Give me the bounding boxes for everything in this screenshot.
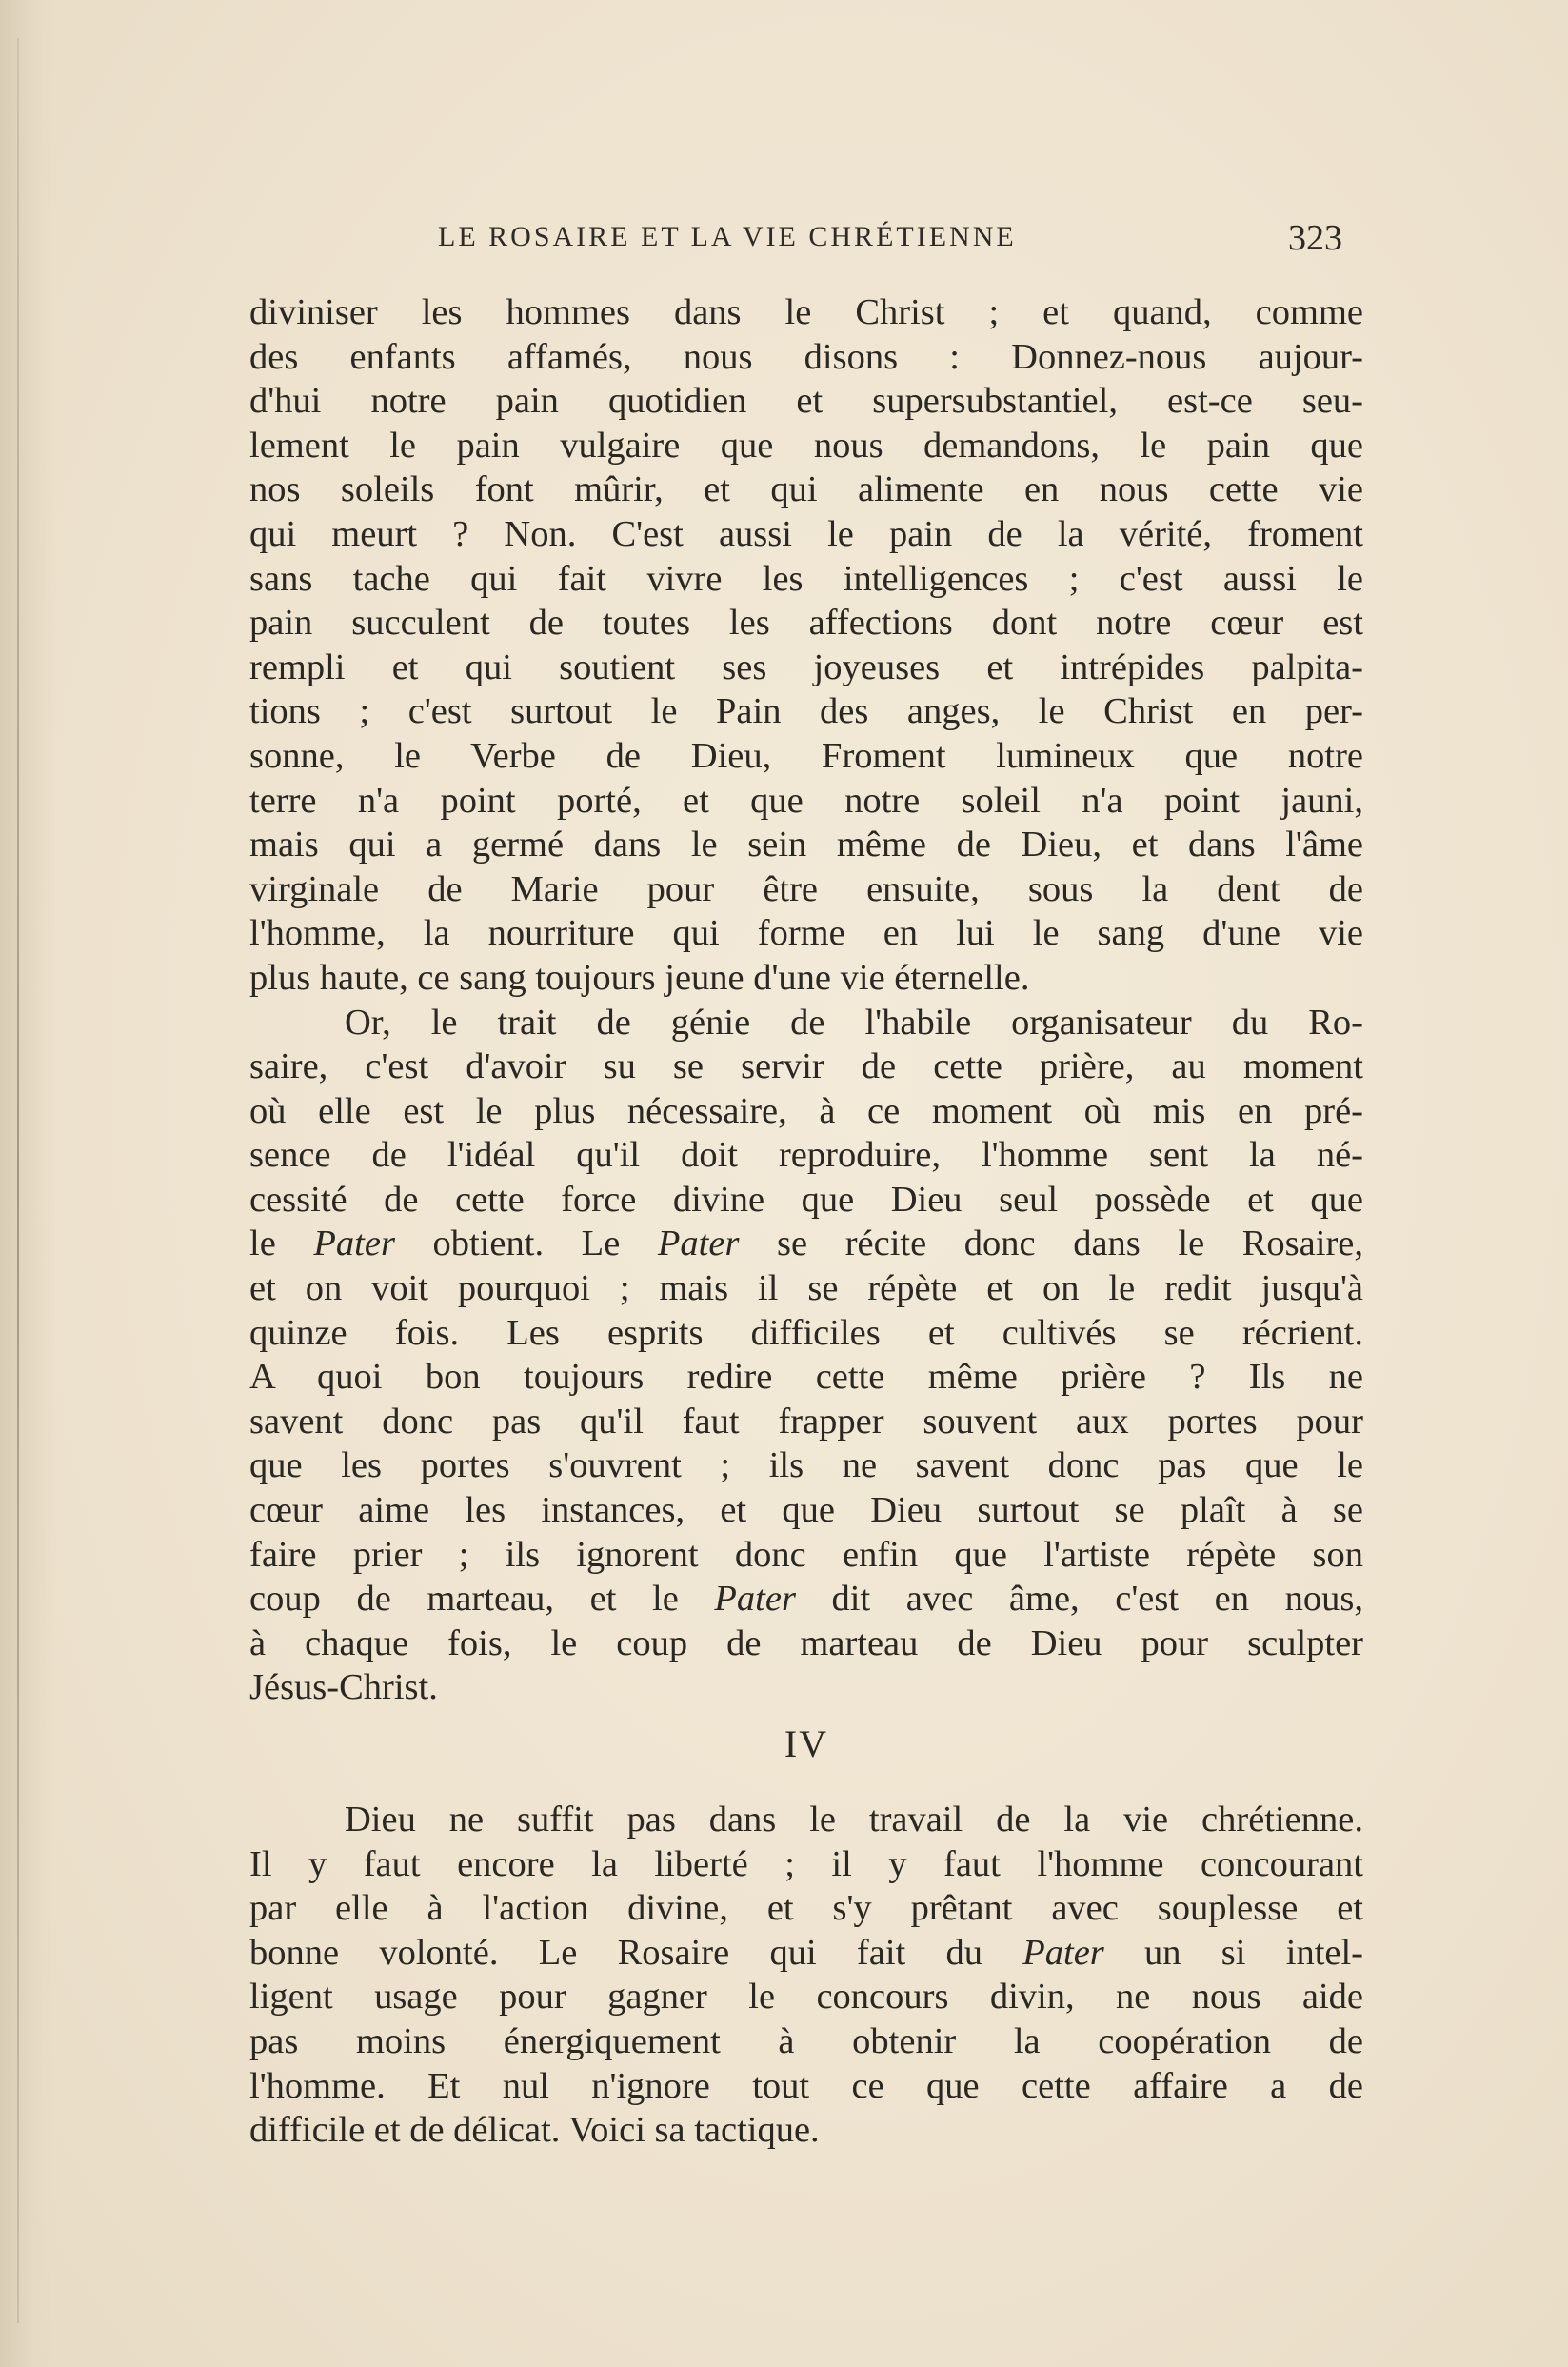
- text-line: qui meurt ? Non. C'est aussi le pain de la vérité, froment: [249, 513, 1363, 554]
- text-line: [249, 1577, 1363, 1621]
- page-header: [257, 218, 1342, 269]
- italic-pater: Pater: [657, 1223, 740, 1264]
- text-line: Jésus-Christ.: [249, 1667, 438, 1708]
- text-line: où elle est le plus nécessaire, à ce moment où mis en pré-: [249, 1090, 1363, 1131]
- text-line: l'homme, la nourriture qui forme en lui le sang d'une vie: [249, 913, 1363, 954]
- text-line: [249, 1222, 1363, 1266]
- text-line: cessité de cette force divine que Dieu seul possède et que: [249, 1179, 1363, 1220]
- text-line: terre n'a point porté, et que notre soleil n'a point jauni,: [249, 780, 1363, 821]
- italic-pater: Pater: [1022, 1932, 1104, 1973]
- text-line: par elle à l'action divine, et s'y prêtant avec souplesse et: [249, 1888, 1363, 1929]
- text-line: que les portes s'ouvrent ; ils ne savent donc pas que le: [249, 1445, 1363, 1486]
- text-line: et on voit pourquoi ; mais il se répète et on le redit jusqu'à: [249, 1268, 1363, 1309]
- text-line: sence de l'idéal qu'il doit reproduire, l'homme sent la né-: [249, 1135, 1363, 1176]
- text-line: Dieu ne suffit pas dans le travail de la vie chrétienne.: [345, 1800, 1363, 1840]
- italic-pater: Pater: [313, 1223, 395, 1264]
- text-line: cœur aime les instances, et que Dieu surtout se plaît à se: [249, 1490, 1363, 1531]
- text-span: le: [249, 1223, 314, 1264]
- running-head: LE ROSAIRE ET LA VIE CHRÉTIENNE: [438, 221, 1017, 252]
- text-line: saire, c'est d'avoir su se servir de cette prière, au moment: [249, 1046, 1363, 1087]
- text-line: [249, 1931, 1363, 1976]
- text-line: l'homme. Et nul n'ignore tout ce que cette affaire a de: [249, 2065, 1363, 2106]
- text-line: lement le pain vulgaire que nous demandons, le pain que: [249, 425, 1363, 466]
- section-heading: IV: [784, 1722, 829, 1765]
- text-line: tions ; c'est surtout le Pain des anges, le Christ en per-: [249, 691, 1363, 732]
- text-line: pas moins énergiquement à obtenir la coopération de: [249, 2020, 1363, 2061]
- page-gutter: [0, 0, 57, 2367]
- italic-pater: Pater: [714, 1579, 796, 1620]
- text-span: dit avec âme, c'est en nous,: [795, 1579, 1363, 1620]
- paragraph-1: [249, 290, 1363, 1001]
- text-line: A quoi bon toujours redire cette même prière ? Ils ne: [249, 1357, 1363, 1398]
- paragraph-2: [249, 1001, 1363, 1711]
- text-span: se récite donc dans le Rosaire,: [739, 1223, 1363, 1264]
- text-line: savent donc pas qu'il faut frapper souvent aux portes pour: [249, 1401, 1363, 1442]
- text-span: un si intel-: [1103, 1932, 1363, 1973]
- text-line: virginale de Marie pour être ensuite, sous la dent de: [249, 868, 1363, 909]
- text-line: Il y faut encore la liberté ; il y faut l'homme concourant: [249, 1843, 1363, 1884]
- paragraph-3: [249, 1798, 1363, 2153]
- page-number: 323: [1288, 218, 1342, 258]
- body-text: [249, 290, 1363, 2153]
- text-span: obtient. Le: [394, 1223, 658, 1264]
- gutter-fold-line: [17, 38, 19, 2323]
- text-line: faire prier ; ils ignorent donc enfin que l'artiste répète son: [249, 1534, 1363, 1575]
- text-line: rempli et qui soutient ses joyeuses et intrépides palpita-: [249, 646, 1363, 687]
- text-span: coup de marteau, et le: [249, 1579, 715, 1620]
- text-span: bonne volonté. Le Rosaire qui fait du: [249, 1932, 1023, 1973]
- text-line: nos soleils font mûrir, et qui alimente en nous cette vie: [249, 469, 1363, 510]
- text-line: d'hui notre pain quotidien et supersubstantiel, est-ce seu-: [249, 381, 1363, 422]
- text-line: sans tache qui fait vivre les intelligences ; c'est aussi le: [249, 558, 1363, 599]
- text-line: difficile et de délicat. Voici sa tactique.: [249, 2110, 820, 2151]
- text-line: sonne, le Verbe de Dieu, Froment lumineux que notre: [249, 735, 1363, 776]
- text-line: des enfants affamés, nous disons : Donnez-nous aujour-: [249, 336, 1363, 377]
- text-line: plus haute, ce sang toujours jeune d'une vie éternelle.: [249, 957, 1030, 998]
- text-line: pain succulent de toutes les affections dont notre cœur est: [249, 603, 1363, 644]
- text-line: mais qui a germé dans le sein même de Dieu, et dans l'âme: [249, 825, 1363, 865]
- text-line: à chaque fois, le coup de marteau de Dieu pour sculpter: [249, 1622, 1363, 1663]
- text-line: quinze fois. Les esprits difficiles et cultivés se récrient.: [249, 1312, 1363, 1353]
- text-line: diviniser les hommes dans le Christ ; et quand, comme: [249, 292, 1363, 332]
- text-line: Or, le trait de génie de l'habile organisateur du Ro-: [345, 1002, 1363, 1043]
- text-line: ligent usage pour gagner le concours divin, ne nous aide: [249, 1977, 1363, 2018]
